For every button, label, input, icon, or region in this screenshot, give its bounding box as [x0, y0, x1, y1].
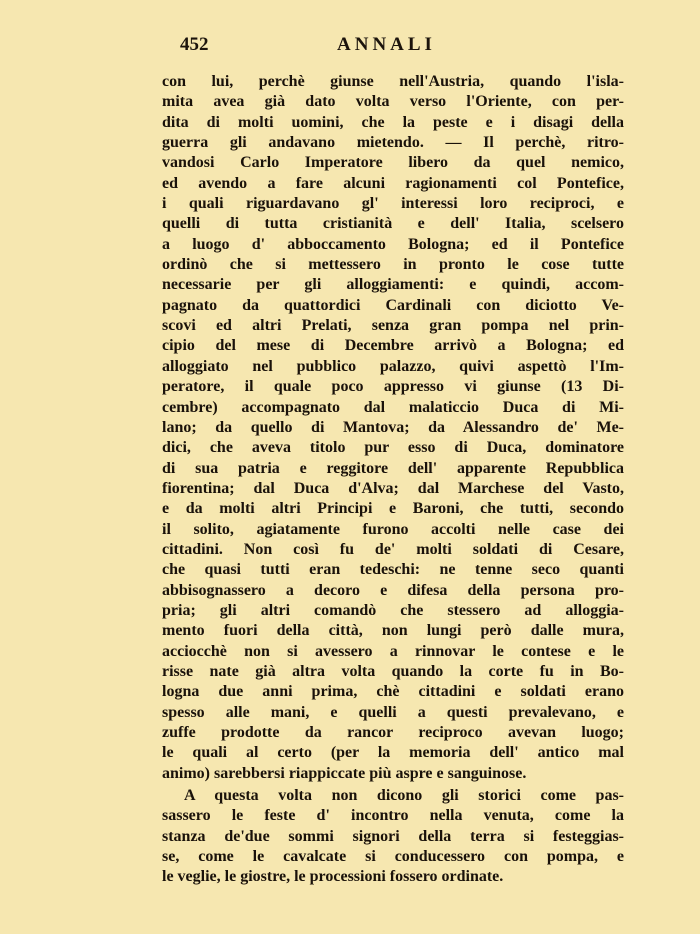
page-number: 452 [180, 34, 209, 55]
paragraph [162, 72, 624, 784]
text-line: necessarie per gli alloggiamenti: e quindi, accom- [162, 276, 624, 294]
text-line: con lui, perchè giunse nell'Austria, quando l'isla- [162, 73, 624, 90]
text-line: lano; da quello di Mantova; da Alessandro de' Me- [162, 418, 624, 436]
text-line: alloggiato nel pubblico palazzo, quivi aspettò l'Im- [162, 357, 624, 375]
page-header [162, 34, 624, 60]
text-line: guerra gli andavano mietendo. — Il perchè, ritro- [162, 134, 624, 152]
running-title: ANNALI [337, 34, 436, 55]
text-line: il solito, agiatamente furono accolti nelle case dei [162, 520, 624, 538]
text-line: dici, che aveva titolo pur esso di Duca, dominatore [162, 439, 624, 457]
text-line: e da molti altri Principi e Baroni, che tutti, secondo [162, 500, 624, 518]
text-line: a luogo d' abboccamento Bologna; ed il Pontefice [162, 235, 624, 253]
text-line: mento fuori della città, non lungi però dalle mura, [162, 622, 624, 640]
text-line: risse nate già altra volta quando la corte fu in Bo- [162, 662, 624, 680]
paragraph [162, 786, 624, 888]
text-line: sassero le feste d' incontro nella venuta, come la [162, 807, 624, 825]
text-line: vandosi Carlo Imperatore libero da quel nemico, [162, 154, 624, 172]
text-line: abbisognassero a decoro e difesa della persona pro- [162, 581, 624, 599]
text-line: di sua patria e reggitore dell' apparente Repubblica [162, 459, 624, 477]
text-line: pagnato da quattordici Cardinali con diciotto Ve- [162, 296, 624, 314]
text-line: cittadini. Non così fu de' molti soldati di Cesare, [162, 540, 624, 558]
text-line: zuffe prodotte da rancor reciproco avevan luogo; [162, 724, 624, 741]
text-line: ed avendo a fare alcuni ragionamenti col Pontefice, [162, 174, 624, 192]
text-line: se, come le cavalcate si conducessero con pompa, e [162, 848, 624, 866]
text-line: dita di molti uomini, che la peste e i disagi della [162, 113, 624, 131]
text-line: cembre) accompagnato dal malaticcio Duca di Mi- [162, 398, 624, 416]
text-line: fiorentina; dal Duca d'Alva; dal Marchese del Vasto, [162, 479, 624, 497]
text-line: stanza de'due sommi signori della terra si festeggias- [162, 827, 624, 845]
text-line: pria; gli altri comandò che stessero ad alloggia- [162, 601, 624, 619]
text-line: che quasi tutti eran tedeschi: ne tenne seco quanti [162, 561, 624, 579]
text-line: i quali riguardavano gl' interessi loro reciproci, e [162, 195, 624, 213]
text-line: le quali al certo (per la memoria dell' antico mal [162, 744, 624, 762]
text-line: mita avea già dato volta verso l'Oriente, con per- [162, 93, 624, 111]
text-line: spesso alle mani, e quelli a questi prevalevano, e [162, 703, 624, 721]
text-line: scovi ed altri Prelati, senza gran pompa nel prin- [162, 317, 624, 335]
text-line: A questa volta non dicono gli storici come pas- [184, 787, 624, 805]
text-line: cipio del mese di Decembre arrivò a Bologna; ed [162, 337, 624, 355]
text-line: acciocchè non si avessero a rinnovar le contese e le [162, 642, 624, 660]
text-line: animo) sarebbersi riappiccate più aspre e sanguinose. [162, 764, 527, 782]
text-line: peratore, il quale poco appresso vi giunse (13 Di- [162, 378, 624, 396]
body-text [162, 72, 624, 888]
text-line: ordinò che si mettessero in pronto le cose tutte [162, 256, 624, 274]
text-line: logna due anni prima, chè cittadini e soldati erano [162, 683, 624, 701]
text-line: quelli di tutta cristianità e dell' Italia, scelsero [162, 215, 624, 233]
text-line: le veglie, le giostre, le processioni fossero ordinate. [162, 868, 504, 886]
